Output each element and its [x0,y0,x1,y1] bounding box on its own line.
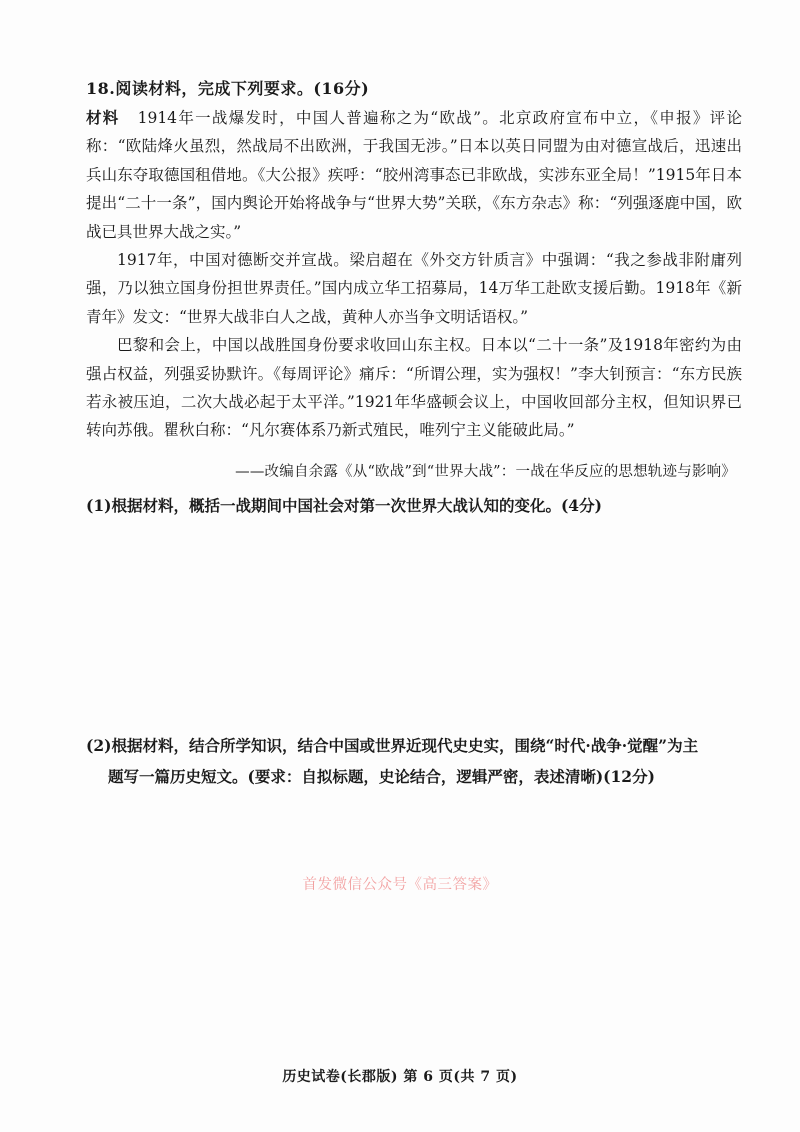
material-paragraph-1-text: 1914年一战爆发时，中国人普遍称之为“欧战”。北京政府宣布中立，《申报》评论称：“欧陆烽火虽烈，然战局不出欧洲，于我国无涉。”日本以英日同盟为由对德宣战后，迅速出兵山东夺取德国租借地。《大公报》疾呼：“胶州湾事态已非欧战，实涉东亚全局！”1915年日本提出“二十一条”，国内舆论开始将战争与“世界大势”关联，《东方杂志》称：“列强逐鹿中国，欧战已具世界大战之实。” [86,109,742,241]
sub-question-1: (1)根据材料，概括一战期间中国社会对第一次世界大战认知的变化。(4分) [86,496,602,515]
material-source: ——改编自余露《从“欧战”到“世界大战”：一战在华反应的思想轨迹与影响》 [235,464,736,480]
material-block [86,104,742,445]
material-paragraph-1 [86,104,742,246]
material-label: 材料 [86,108,120,127]
material-paragraph-2: 1917年，中国对德断交并宣战。梁启超在《外交方针质言》中强调：“我之参战非附庸列强，乃以独立国身份担世界责任。”国内成立华工招募局，14万华工赴欧支援后勤。1918年《新青年》发文：“世界大战非白人之战，黄种人亦当争文明话语权。” [86,251,742,326]
sub-question-2-line-2: 题写一篇历史短文。(要求：自拟标题，史论结合，逻辑严密，表述清晰)(12分) [108,767,655,786]
question-title: 18.阅读材料，完成下列要求。(16分) [86,79,370,98]
sub-question-2 [86,730,746,792]
sub-question-2-line-1: (2)根据材料，结合所学知识，结合中国或世界近现代史史实，围绕“时代·战争·觉醒”为主 [86,736,699,755]
watermark: 首发微信公众号《高三答案》 [302,877,498,893]
page-footer: 历史试卷(长郡版) 第 6 页(共 7 页) [282,1069,518,1085]
material-paragraph-3: 巴黎和会上，中国以战胜国身份要求收回山东主权。日本以“二十一条”及1918年密约为由强占权益，列强妥协默许。《每周评论》痛斥：“所谓公理，实为强权！”李大钊预言：“东方民族若永被压迫，二次大战必起于太平洋。”1921年华盛顿会议上，中国收回部分主权，但知识界已转向苏俄。瞿秋白称：“凡尔赛体系乃新式殖民，唯列宁主义能破此局。” [86,336,742,440]
